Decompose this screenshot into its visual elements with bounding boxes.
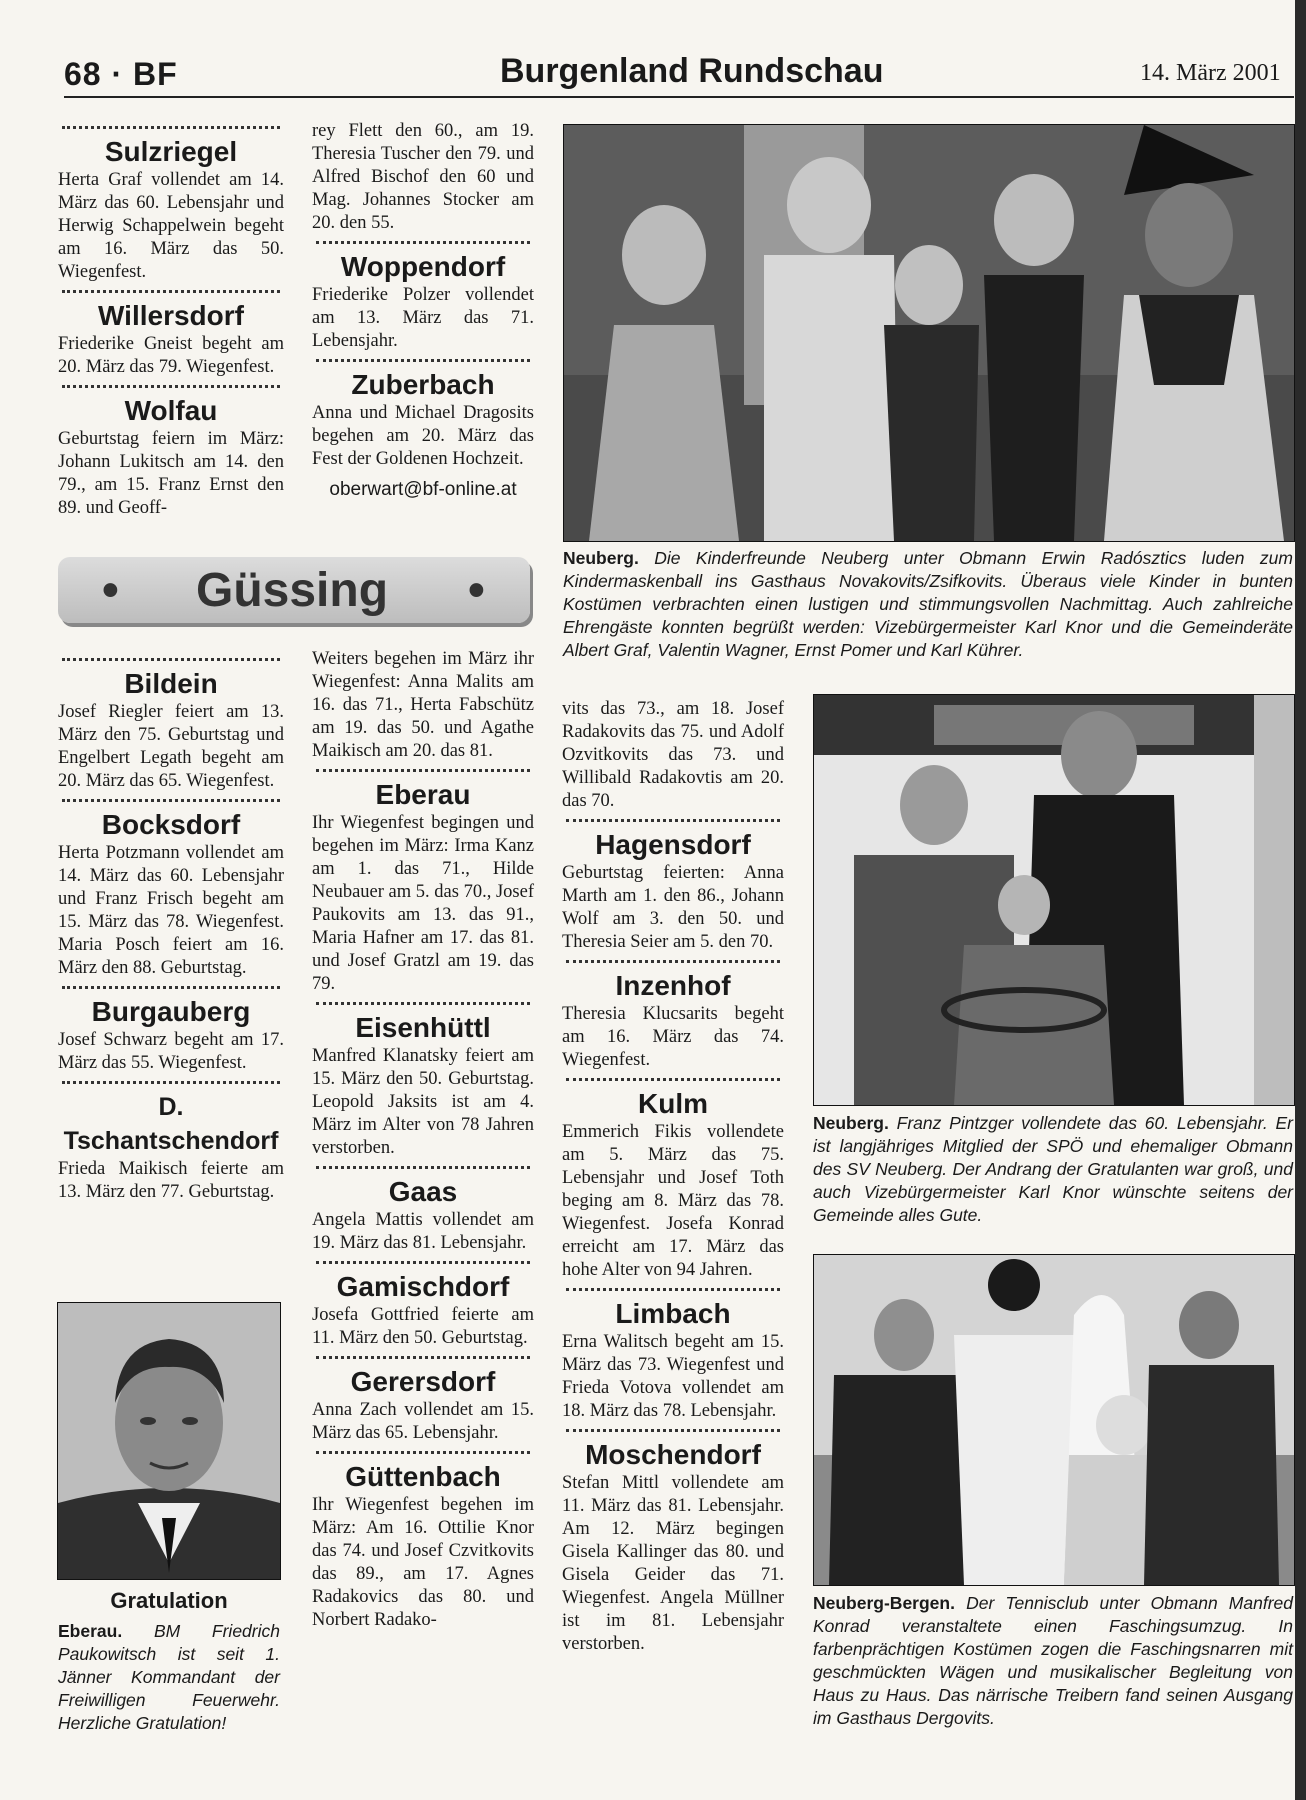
divider xyxy=(62,986,280,989)
birthday-men-illustration xyxy=(814,695,1294,1105)
divider xyxy=(316,1261,530,1264)
place-heading: Limbach xyxy=(615,1298,731,1329)
place-heading: Zuberbach xyxy=(351,369,495,400)
divider xyxy=(566,1429,780,1432)
column-3 xyxy=(562,698,784,1656)
place-heading: Gamischdorf xyxy=(336,1271,510,1302)
notice-text: Friederike Gneist begeht am 20. März das 79. Wiegenfest. xyxy=(58,334,284,377)
place-heading: Willersdorf xyxy=(98,300,244,331)
divider xyxy=(566,1078,780,1081)
notice-text: Herta Graf vollendet am 14. März das 60. Lebensjahr und Herwig Schappelwein begeht am 16. März das 50. Wiegenfest. xyxy=(58,170,284,282)
banner-bullet: • xyxy=(468,564,485,617)
place-heading: Eberau xyxy=(375,779,471,810)
divider xyxy=(316,1451,530,1454)
notice-text: Josefa Gottfried feierte am 11. März den 50. Geburtstag. xyxy=(312,1305,534,1348)
gratulation-caption xyxy=(58,1620,280,1735)
notice-text: Emmerich Fikis vollendete am 5. März das 75. Lebensjahr und Josef Toth beging am 8. März das 78. Wiegenfest. Josefa Konrad erreicht am 17. März das hohe Alter von 94 Jahren. xyxy=(562,1122,784,1280)
notice-text: Theresia Klucsarits begeht am 16. März das 74. Wiegenfest. xyxy=(562,1004,784,1070)
notice-text: Geburtstag feierten: Anna Marth am 1. den 86., Johann Wolf am 3. den 50. und Theresia Seier am 5. den 70. xyxy=(562,863,784,952)
caption-lead: Neuberg. xyxy=(813,1113,889,1133)
place-heading: Moschendorf xyxy=(585,1439,761,1470)
notice-text: Josef Riegler feiert am 13. März den 75. Geburtstag und Engelbert Legath begeht am 20. März das 65. Wiegenfest. xyxy=(58,702,284,791)
divider xyxy=(62,126,280,129)
notice-text: Angela Mattis vollendet am 19. März das 81. Lebensjahr. xyxy=(312,1210,534,1253)
banner-bullet: • xyxy=(102,564,119,617)
place-heading: Kulm xyxy=(638,1088,708,1119)
caption-lead: Neuberg-Bergen. xyxy=(813,1593,955,1613)
notice-text: Herta Potzmann vollendet am 14. März das 60. Lebensjahr und Franz Frisch begeht am 15. März das 78. Wiegenfest. Maria Posch feiert am 16. März den 88. Geburtstag. xyxy=(58,843,284,978)
place-heading: Woppendorf xyxy=(340,251,506,282)
place-heading: Sulzriegel xyxy=(104,136,238,167)
portrait-illustration xyxy=(58,1303,280,1579)
notice-text: Stefan Mittl vollendete am 11. März das 81. Lebensjahr. Am 12. März begingen Gisela Kallinger das 80. und Gisela Geider das 71. Wiegenfest. Angela Müllner ist im 81. Lebensjahr verstorben. xyxy=(562,1473,784,1654)
divider xyxy=(62,290,280,293)
notice-text: Anna und Michael Dragosits begehen am 20. März das Fest der Goldenen Hochzeit. xyxy=(312,403,534,469)
place-heading: Burgauberg xyxy=(91,996,251,1027)
gratulation-heading: Gratulation xyxy=(110,1588,228,1613)
notice-text: Geburtstag feiern im März: Johann Lukitsch am 14. den 79., am 15. Franz Ernst den 89. und Geoff- xyxy=(58,429,284,518)
notice-text: rey Flett den 60., am 19. Theresia Tuscher den 79. und Alfred Bischof den 60 und Mag. Johannes Stocker am 20. den 55. xyxy=(312,121,534,233)
place-heading: Eisenhüttl xyxy=(355,1012,491,1043)
portrait-photo xyxy=(57,1302,281,1580)
issue-date: 14. März 2001 xyxy=(1140,60,1281,86)
notice-text: Ihr Wiegenfest begehen im März: Am 16. Ottilie Knor das 74. und Josef Czvitkovits das 89., am 17. Agnes Radakovics das 80. und Norbert Radako- xyxy=(312,1495,534,1630)
column-2 xyxy=(312,648,534,1632)
notice-text: Weiters begehen im März ihr Wiegenfest: Anna Malits am 16. das 71., Herta Fabschütz am 19. das 50. und Agathe Maikisch am 20. das 81. xyxy=(312,649,534,761)
header-rule xyxy=(64,96,1294,98)
place-heading: Güttenbach xyxy=(345,1461,501,1492)
newspaper-title: Burgenland Rundschau xyxy=(500,52,884,90)
place-heading: Gaas xyxy=(388,1176,458,1207)
caption-text: Franz Pintzger vollendete das 60. Lebensjahr. Er ist langjähriges Mitglied der SPÖ und ehemaliger Obmann des SV Neuberg. Der Andrang der Gratulanten war groß, und auch Vizebürgermeister Karl Knor wünschte seitens der Gemeinde alles Gute. xyxy=(813,1113,1293,1225)
divider xyxy=(316,1166,530,1169)
divider xyxy=(316,1002,530,1005)
place-heading: Wolfau xyxy=(124,395,218,426)
column-1 xyxy=(58,652,284,1204)
faschingsumzug-photo xyxy=(813,1254,1295,1586)
divider xyxy=(566,819,780,822)
divider xyxy=(62,658,280,661)
place-heading: Bocksdorf xyxy=(101,809,241,840)
place-heading: D. Tschantschendorf xyxy=(63,1093,279,1155)
contact-email[interactable]: oberwart@bf-online.at xyxy=(329,479,517,500)
place-heading: Hagensdorf xyxy=(595,829,751,860)
page-number: 68 · BF xyxy=(64,56,178,92)
notice-text: vits das 73., am 18. Josef Radakovits das 75. und Adolf Ozvitkovits das 73. und Willibald Radakovtis am 20. das 70. xyxy=(562,699,784,811)
notice-text: Friederike Polzer vollendet am 13. März das 71. Lebensjahr. xyxy=(312,285,534,351)
divider xyxy=(62,385,280,388)
photo-caption-3 xyxy=(813,1592,1293,1730)
caption-text: BM Friedrich Paukowitsch ist seit 1. Jänner Kommandant der Freiwilligen Feuerwehr. Herzliche Gratulation! xyxy=(58,1621,280,1733)
notice-text: Erna Walitsch begeht am 15. März das 73. Wiegenfest und Frieda Votova vollendet am 18. März das 78. Lebensjahr. xyxy=(562,1332,784,1421)
divider xyxy=(316,1356,530,1359)
notice-text: Frieda Maikisch feierte am 13. März den 77. Geburtstag. xyxy=(58,1159,284,1202)
caption-lead: Neuberg. xyxy=(563,548,639,568)
divider xyxy=(316,359,530,362)
place-heading: Bildein xyxy=(124,668,218,699)
divider xyxy=(316,241,530,244)
divider xyxy=(566,1288,780,1291)
caption-lead: Eberau. xyxy=(58,1621,123,1641)
banner-title: Güssing xyxy=(196,564,389,617)
children-costumes-illustration xyxy=(564,125,1294,541)
notice-text: Anna Zach vollendet am 15. März das 65. Lebensjahr. xyxy=(312,1400,534,1443)
notice-text: Ihr Wiegenfest begingen und begehen im März: Irma Kanz am 1. das 71., Hilde Neubauer am 5. das 70., Josef Paukovits am 13. das 91., Maria Hafner am 17. das 81. und Josef Gratzl am 19. das 79. xyxy=(312,813,534,994)
photo-caption-1 xyxy=(563,547,1293,662)
top-left-column xyxy=(58,120,284,520)
caption-text: Der Tennisclub unter Obmann Manfred Konrad veranstaltete einen Faschingsumzug. In farbenprächtigen Kostümen zogen die Faschingsnarren mit geschmückten Wägen und musikalischer Begleitung von Haus zu Haus. Das närrische Treibern fand seinen Ausgang im Gasthaus Dergovits. xyxy=(813,1593,1293,1728)
kindermaskenball-photo xyxy=(563,124,1295,542)
pintzger-birthday-photo xyxy=(813,694,1295,1106)
caption-text: Die Kinderfreunde Neuberg unter Obmann Erwin Radósztics luden zum Kindermaskenball ins Gasthaus Novakovits/Zsifkovits. Überaus viele Kinder in bunten Kostümen verbrachten einen lustigen und stimmungsvollen Nachmittag. Auch zahlreiche Ehrengäste konnten begrüßt werden: Vizebürgermeister Karl Knor und die Gemeinderäte Albert Graf, Valentin Wagner, Ernst Pomer und Karl Kührer. xyxy=(563,548,1293,660)
divider xyxy=(62,799,280,802)
place-heading: Inzenhof xyxy=(615,970,731,1001)
top-middle-column xyxy=(312,120,534,501)
place-heading: Gerersdorf xyxy=(350,1366,496,1397)
photo-caption-2 xyxy=(813,1112,1293,1227)
notice-text: Manfred Klanatsky feiert am 15. März den 50. Geburtstag. Leopold Jaksits ist am 4. März im Alter von 78 Jahren verstorben. xyxy=(312,1046,534,1158)
region-banner xyxy=(58,557,530,623)
divider xyxy=(316,769,530,772)
carnival-parade-illustration xyxy=(814,1255,1294,1585)
page-spine xyxy=(1295,0,1306,1800)
divider xyxy=(62,1081,280,1084)
notice-text: Josef Schwarz begeht am 17. März das 55. Wiegenfest. xyxy=(58,1030,284,1073)
divider xyxy=(566,960,780,963)
